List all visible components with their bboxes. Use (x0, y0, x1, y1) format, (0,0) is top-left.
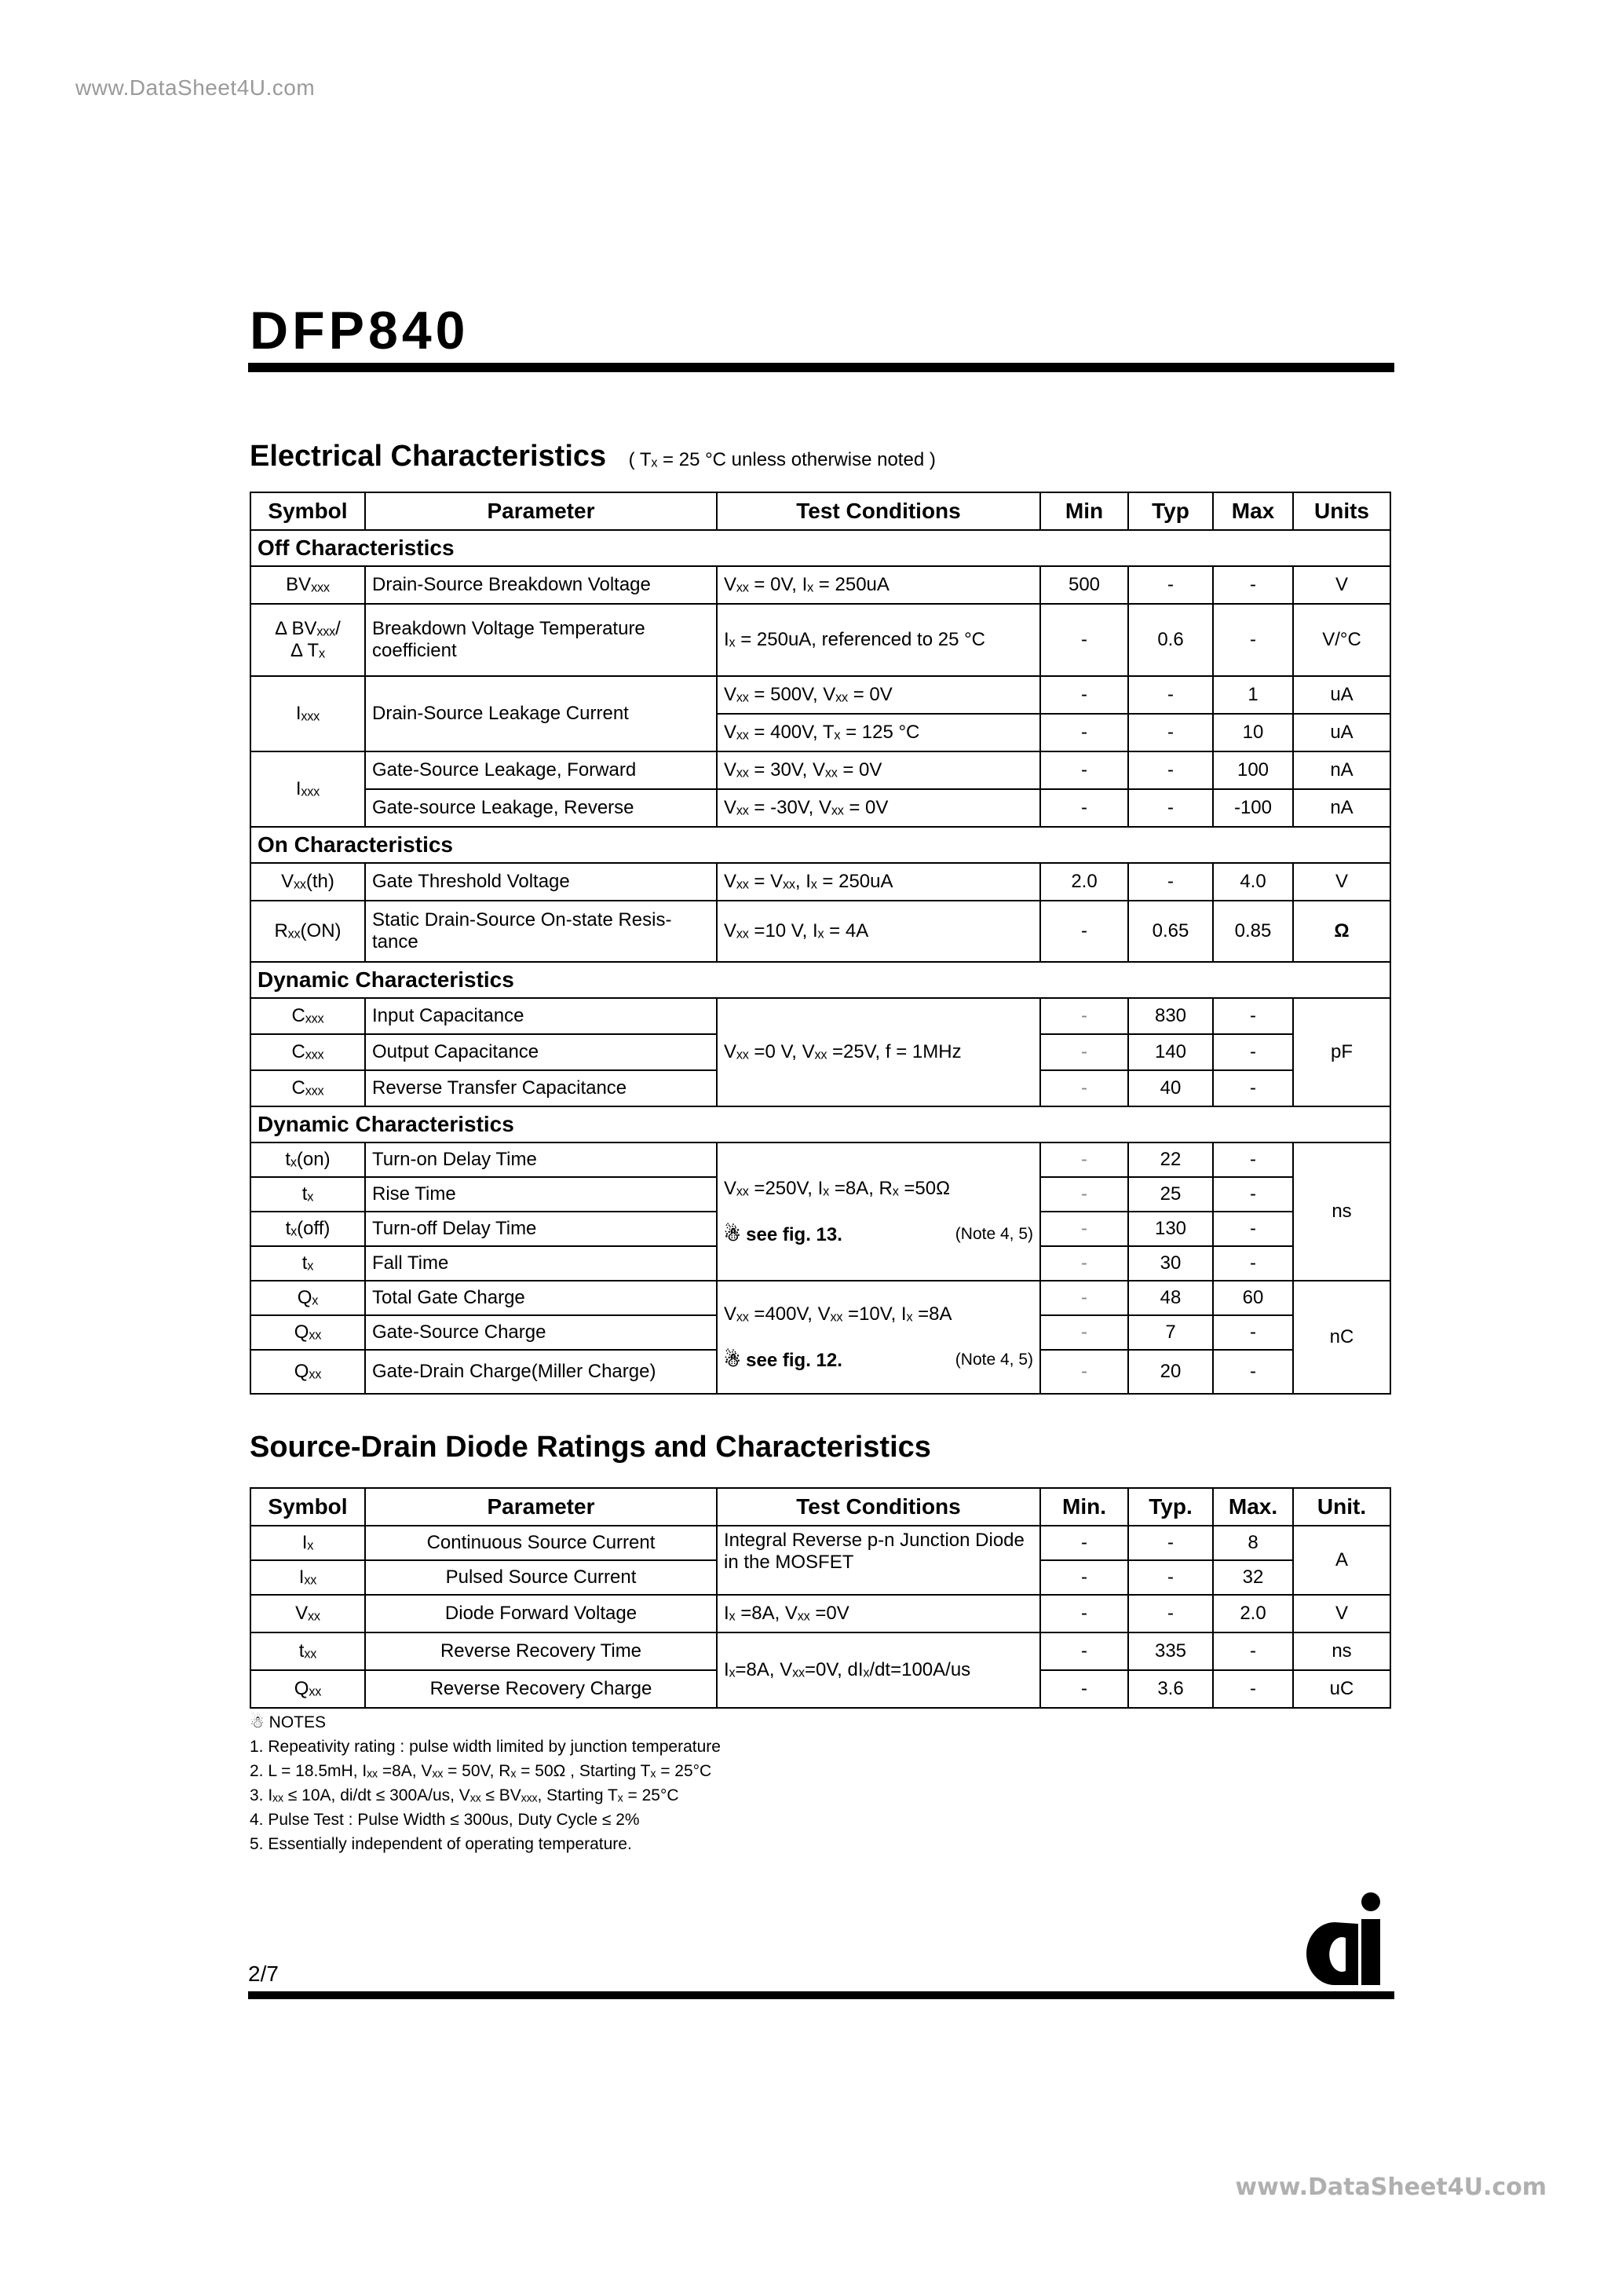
condition-cell: Iₓ = 250uA, referenced to 25 °C (717, 604, 1040, 676)
symbol-cell: Vₓₓ(th) (250, 863, 365, 901)
parameter-cell: Drain-Source Breakdown Voltage (365, 566, 717, 604)
max-cell: 2.0 (1213, 1595, 1293, 1632)
table-header-row (250, 1488, 1390, 1526)
condition-cell: Vₓₓ = 500V, Vₓₓ = 0V (717, 676, 1040, 714)
symbol-cell: Cₓₓₓ (250, 1070, 365, 1106)
table-row (250, 1281, 1390, 1315)
table-row (250, 604, 1390, 676)
min-cell: - (1040, 789, 1128, 827)
unit-cell: nC (1293, 1281, 1390, 1394)
unit-cell: pF (1293, 998, 1390, 1106)
max-cell: - (1213, 1143, 1293, 1177)
max-cell: 100 (1213, 751, 1293, 789)
min-cell: - (1040, 1560, 1128, 1595)
unit-cell: uC (1293, 1670, 1390, 1708)
max-cell: - (1213, 604, 1293, 676)
typ-cell: - (1128, 863, 1213, 901)
electrical-condition-note: ( Tₓ = 25 °C unless otherwise noted ) (628, 449, 936, 470)
min-cell: - (1040, 1143, 1128, 1177)
max-cell: - (1213, 1246, 1293, 1281)
symbol-cell: Cₓₓₓ (250, 998, 365, 1034)
symbol-line-2: Δ Tₓ (290, 640, 325, 661)
unit-cell: V (1293, 863, 1390, 901)
min-cell: 2.0 (1040, 863, 1128, 901)
min-cell: - (1040, 604, 1128, 676)
table-row (250, 1632, 1390, 1670)
unit-cell: nA (1293, 751, 1390, 789)
col-min: Min. (1040, 1488, 1128, 1526)
min-cell: - (1040, 1070, 1128, 1106)
symbol-cell: Qₓₓ (250, 1670, 365, 1708)
col-parameter: Parameter (365, 492, 717, 530)
symbol-cell: tₓ(off) (250, 1212, 365, 1246)
max-cell: 10 (1213, 714, 1293, 751)
gate-charge-condition: Vₓₓ =400V, Vₓₓ =10V, Iₓ =8A (724, 1303, 952, 1325)
symbol-cell: Qₓₓ (250, 1315, 365, 1350)
max-cell: -100 (1213, 789, 1293, 827)
diode-heading: Source-Drain Diode Ratings and Characteristics (250, 1431, 931, 1464)
min-cell: - (1040, 1034, 1128, 1070)
col-min: Min (1040, 492, 1128, 530)
parameter-cell: Reverse Transfer Capacitance (365, 1070, 717, 1106)
min-cell: - (1040, 1281, 1128, 1315)
max-cell: - (1213, 1212, 1293, 1246)
min-cell: - (1040, 676, 1128, 714)
typ-cell: 830 (1128, 998, 1213, 1034)
typ-cell: 140 (1128, 1034, 1213, 1070)
symbol-cell: Iₓₓₓ (250, 751, 365, 827)
typ-cell: 40 (1128, 1070, 1213, 1106)
notes-title: ☃ NOTES (250, 1713, 327, 1731)
symbol-cell: tₓ (250, 1246, 365, 1281)
symbol-line-1: Δ BVₓₓₓ/ (275, 618, 341, 639)
watermark-top: www.DataSheet4U.com (75, 75, 316, 100)
typ-cell: 3.6 (1128, 1670, 1213, 1708)
max-cell: - (1213, 1034, 1293, 1070)
max-cell: - (1213, 998, 1293, 1034)
col-max: Max. (1213, 1488, 1293, 1526)
section-on: On Characteristics (250, 827, 1390, 863)
condition-cell: Vₓₓ = -30V, Vₓₓ = 0V (717, 789, 1040, 827)
note-3: 3. Iₓₓ ≤ 10A, di/dt ≤ 300A/us, Vₓₓ ≤ BVₓₓₓ, Starting Tₓ = 25°C (250, 1786, 679, 1804)
typ-cell: - (1128, 1526, 1213, 1560)
max-cell: - (1213, 1632, 1293, 1670)
parameter-cell: Gate-Source Leakage, Forward (365, 751, 717, 789)
condition-cell (717, 1281, 1040, 1394)
max-cell: 60 (1213, 1281, 1293, 1315)
table-row (250, 789, 1390, 827)
col-typ: Typ (1128, 492, 1213, 530)
parameter-cell: Turn-on Delay Time (365, 1143, 717, 1177)
typ-cell: 30 (1128, 1246, 1213, 1281)
parameter-cell: Static Drain-Source On-state Resis-tance (365, 901, 717, 962)
symbol-cell: tₓ (250, 1177, 365, 1212)
min-cell: - (1040, 1632, 1128, 1670)
condition-cell: Integral Reverse p-n Junction Diode in the MOSFET (717, 1526, 1040, 1595)
typ-cell: 22 (1128, 1143, 1213, 1177)
col-units: Units (1293, 492, 1390, 530)
gate-charge-reference (724, 1349, 1033, 1372)
condition-cell: Vₓₓ = Vₓₓ, Iₓ = 250uA (717, 863, 1040, 901)
typ-cell: 335 (1128, 1632, 1213, 1670)
parameter-cell: Reverse Recovery Charge (365, 1670, 717, 1708)
unit-cell: V/°C (1293, 604, 1390, 676)
min-cell: 500 (1040, 566, 1128, 604)
parameter-cell: Gate Threshold Voltage (365, 863, 717, 901)
unit-cell: ns (1293, 1632, 1390, 1670)
parameter-cell: Rise Time (365, 1177, 717, 1212)
unit-cell: nA (1293, 789, 1390, 827)
parameter-cell: Reverse Recovery Time (365, 1632, 717, 1670)
min-cell: - (1040, 1350, 1128, 1394)
min-cell: - (1040, 1595, 1128, 1632)
unit-cell: A (1293, 1526, 1390, 1595)
notes-block (250, 1710, 721, 1856)
max-cell: - (1213, 1350, 1293, 1394)
condition-cell: Iₓ =8A, Vₓₓ =0V (717, 1595, 1040, 1632)
max-cell: 4.0 (1213, 863, 1293, 901)
parameter-cell: Breakdown Voltage Temperature coefficient (365, 604, 717, 676)
typ-cell: 48 (1128, 1281, 1213, 1315)
parameter-cell: Output Capacitance (365, 1034, 717, 1070)
min-cell: - (1040, 901, 1128, 962)
symbol-cell: Iₓₓ (250, 1560, 365, 1595)
col-test-conditions: Test Conditions (717, 492, 1040, 530)
table-header-row (250, 492, 1390, 530)
table-row (250, 751, 1390, 789)
max-cell: - (1213, 1315, 1293, 1350)
note-5: 5. Essentially independent of operating temperature. (250, 1835, 632, 1853)
typ-cell: - (1128, 566, 1213, 604)
electrical-heading-row (250, 440, 936, 473)
unit-cell: Ω (1293, 901, 1390, 962)
min-cell: - (1040, 751, 1128, 789)
table-row (250, 1526, 1390, 1560)
parameter-cell: Gate-source Leakage, Reverse (365, 789, 717, 827)
parameter-cell: Diode Forward Voltage (365, 1595, 717, 1632)
note-2: 2. L = 18.5mH, Iₓₓ =8A, Vₓₓ = 50V, Rₓ = 50Ω , Starting Tₓ = 25°C (250, 1762, 712, 1780)
symbol-cell: Iₓ (250, 1526, 365, 1560)
note-1: 1. Repeativity rating : pulse width limited by junction temperature (250, 1738, 721, 1756)
typ-cell: 0.65 (1128, 901, 1213, 962)
typ-cell: 0.6 (1128, 604, 1213, 676)
col-parameter: Parameter (365, 1488, 717, 1526)
unit-cell: V (1293, 1595, 1390, 1632)
col-symbol: Symbol (250, 1488, 365, 1526)
table-row (250, 901, 1390, 962)
typ-cell: - (1128, 1560, 1213, 1595)
symbol-cell: Iₓₓₓ (250, 676, 365, 751)
table-row (250, 1595, 1390, 1632)
typ-cell: 130 (1128, 1212, 1213, 1246)
typ-cell: 20 (1128, 1350, 1213, 1394)
min-cell: - (1040, 1212, 1128, 1246)
min-cell: - (1040, 1177, 1128, 1212)
symbol-cell: Rₓₓ(ON) (250, 901, 365, 962)
parameter-cell: Fall Time (365, 1246, 717, 1281)
parameter-cell: Gate-Source Charge (365, 1315, 717, 1350)
min-cell: - (1040, 998, 1128, 1034)
max-cell: - (1213, 566, 1293, 604)
condition-cell (717, 1143, 1040, 1281)
parameter-cell: Pulsed Source Current (365, 1560, 717, 1595)
switching-condition: Vₓₓ =250V, Iₓ =8A, Rₓ =50Ω (724, 1177, 951, 1199)
symbol-cell: tₓₓ (250, 1632, 365, 1670)
symbol-cell: Qₓ (250, 1281, 365, 1315)
max-cell: 0.85 (1213, 901, 1293, 962)
condition-cell: Vₓₓ =10 V, Iₓ = 4A (717, 901, 1040, 962)
table-row (250, 998, 1390, 1034)
table-row (250, 863, 1390, 901)
typ-cell: - (1128, 789, 1213, 827)
max-cell: 8 (1213, 1526, 1293, 1560)
min-cell: - (1040, 714, 1128, 751)
typ-cell: - (1128, 676, 1213, 714)
typ-cell: 25 (1128, 1177, 1213, 1212)
parameter-cell: Turn-off Delay Time (365, 1212, 717, 1246)
diode-ratings-table (250, 1487, 1391, 1709)
max-cell: - (1213, 1670, 1293, 1708)
max-cell: 1 (1213, 676, 1293, 714)
typ-cell: - (1128, 1595, 1213, 1632)
typ-cell: - (1128, 751, 1213, 789)
symbol-cell: Vₓₓ (250, 1595, 365, 1632)
electrical-characteristics-table (250, 492, 1391, 1395)
condition-cell: Vₓₓ = 30V, Vₓₓ = 0V (717, 751, 1040, 789)
parameter-cell: Drain-Source Leakage Current (365, 676, 717, 751)
min-cell: - (1040, 1526, 1128, 1560)
see-fig-12: ☃ see fig. 12. (724, 1349, 842, 1371)
section-dynamic: Dynamic Characteristics (250, 962, 1390, 998)
part-number-title: DFP840 (250, 301, 469, 360)
see-fig-13: ☃ see fig. 13. (724, 1223, 842, 1245)
col-typ: Typ. (1128, 1488, 1213, 1526)
symbol-cell (250, 604, 365, 676)
min-cell: - (1040, 1315, 1128, 1350)
table-row (250, 566, 1390, 604)
typ-cell: - (1128, 714, 1213, 751)
condition-cell: Vₓₓ =0 V, Vₓₓ =25V, f = 1MHz (717, 998, 1040, 1106)
table-row (250, 676, 1390, 714)
min-cell: - (1040, 1670, 1128, 1708)
symbol-cell: Cₓₓₓ (250, 1034, 365, 1070)
footer-rule (248, 1991, 1394, 1999)
col-max: Max (1213, 492, 1293, 530)
switching-note: (Note 4, 5) (955, 1225, 1033, 1243)
unit-cell: uA (1293, 676, 1390, 714)
page-number: 2/7 (248, 1961, 279, 1986)
condition-cell: Vₓₓ = 400V, Tₓ = 125 °C (717, 714, 1040, 751)
max-cell: 32 (1213, 1560, 1293, 1595)
header-rule (248, 363, 1394, 372)
watermark-bottom: www.DataSheet4U.com (1235, 2174, 1547, 2201)
col-symbol: Symbol (250, 492, 365, 530)
parameter-cell: Input Capacitance (365, 998, 717, 1034)
company-logo (1303, 1889, 1388, 1987)
parameter-cell: Total Gate Charge (365, 1281, 717, 1315)
symbol-cell: tₓ(on) (250, 1143, 365, 1177)
unit-cell: V (1293, 566, 1390, 604)
min-cell: - (1040, 1246, 1128, 1281)
symbol-cell: BVₓₓₓ (250, 566, 365, 604)
parameter-cell: Continuous Source Current (365, 1526, 717, 1560)
col-unit: Unit. (1293, 1488, 1390, 1526)
symbol-cell: Qₓₓ (250, 1350, 365, 1394)
section-dynamic-switching: Dynamic Characteristics (250, 1106, 1390, 1143)
max-cell: - (1213, 1070, 1293, 1106)
col-test-conditions: Test Conditions (717, 1488, 1040, 1526)
parameter-cell: Gate-Drain Charge(Miller Charge) (365, 1350, 717, 1394)
electrical-heading: Electrical Characteristics (250, 440, 607, 473)
max-cell: - (1213, 1177, 1293, 1212)
condition-cell: Vₓₓ = 0V, Iₓ = 250uA (717, 566, 1040, 604)
note-4: 4. Pulse Test : Pulse Width ≤ 300us, Duty Cycle ≤ 2% (250, 1811, 640, 1829)
condition-cell: Iₓ=8A, Vₓₓ=0V, dIₓ/dt=100A/us (717, 1632, 1040, 1708)
switching-reference (724, 1223, 1033, 1246)
unit-cell: ns (1293, 1143, 1390, 1281)
unit-cell: uA (1293, 714, 1390, 751)
gate-charge-note: (Note 4, 5) (955, 1351, 1033, 1369)
section-off: Off Characteristics (250, 530, 1390, 566)
table-row (250, 1143, 1390, 1177)
typ-cell: 7 (1128, 1315, 1213, 1350)
